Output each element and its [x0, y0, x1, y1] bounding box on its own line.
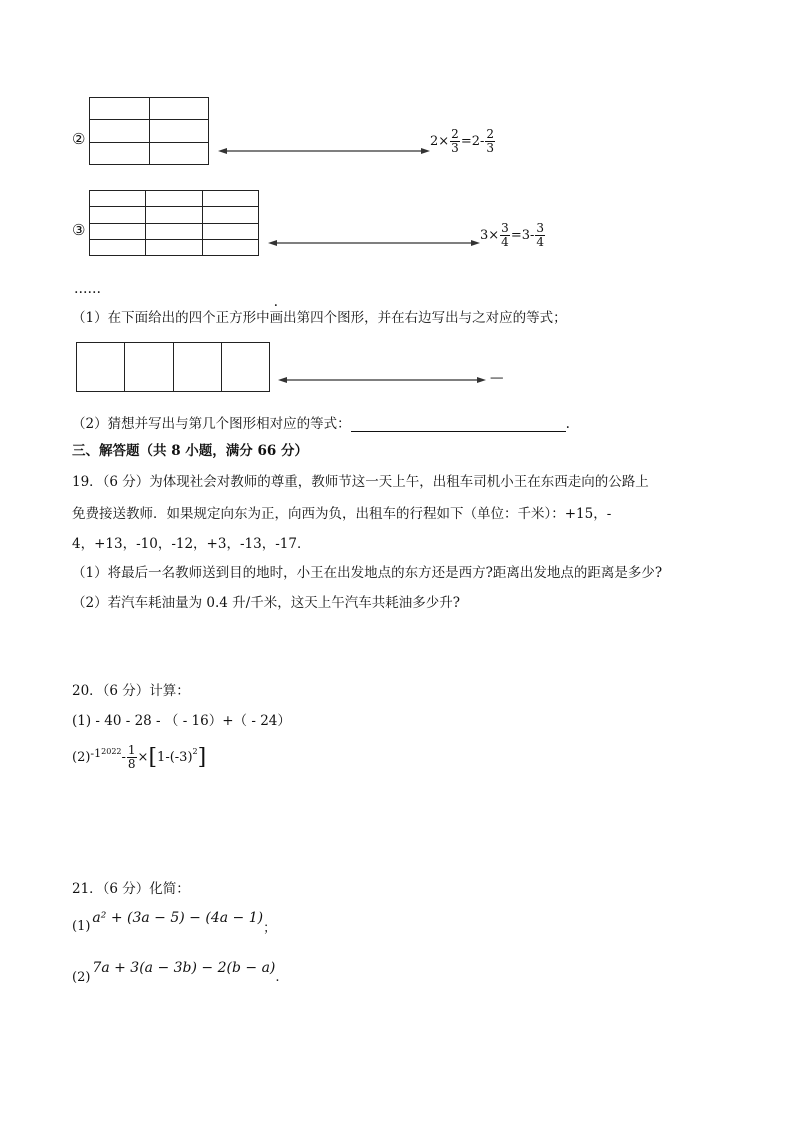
q21-sub2: (2) 7a + 3(a − 3b) − 2(b − a) .: [72, 960, 280, 985]
figure-2-arrow: [218, 146, 430, 156]
figure-2-label: ②: [72, 130, 86, 148]
q19-line3: 4，+13，-10，-12，+3，-13，-17．: [72, 536, 311, 552]
q19-sub2: （2）若汽车耗油量为 0.4 升/千米，这天上午汽车共耗油多少升?: [72, 595, 460, 611]
q21-sub1: (1) a² + (3a − 5) − (4a − 1) ；: [72, 909, 277, 936]
figure-4-arrow: [278, 375, 486, 385]
q21-title: 21．（6 分）化简：: [72, 881, 190, 897]
figure-3-equation: 3× $\frac{3}{4}$ =3- $\frac{3}{4}$: [480, 221, 545, 250]
figure-4-squares: [76, 342, 270, 392]
figure-3-label: ③: [72, 221, 86, 239]
q20-sub2: (2) -1 $^{2022}$ - $\frac{1}{8}$ × [ 1-(-3) $^2$ ]: [72, 743, 207, 772]
answer-blank[interactable]: [351, 419, 566, 432]
emphasis-draw: 画出: [269, 310, 297, 326]
figure-4-answer-dash: —: [490, 370, 504, 386]
q18-part1: （1）在下面给出的四个正方形中画出第四个图形，并在右边写出与之对应的等式；: [72, 310, 567, 326]
q18-part2: （2）猜想并写出与第几个图形相对应的等式： .: [72, 416, 570, 432]
figure-3-grid: [89, 190, 259, 256]
q20-sub1: (1) - 40 - 28 - （ - 16）+（ - 24）: [72, 713, 291, 729]
ellipsis: ……: [74, 281, 101, 297]
section-3-title: 三、解答题（共 8 小题，满分 66 分）: [72, 443, 308, 459]
q19-sub1: （1）将最后一名教师送到目的地时，小王在出发地点的东方还是西方?距离出发地点的距离是多少?: [72, 565, 663, 581]
figure-2-equation: 2× $\frac{2}{3}$ =2- $\frac{2}{3}$: [430, 127, 495, 156]
figure-3-arrow: [268, 238, 480, 248]
q19-line2: 免费接送教师．如果规定向东为正，向西为负，出租车的行程如下（单位：千米）：+15，-: [72, 506, 612, 522]
q19-line1: 19．（6 分）为体现社会对教师的尊重，教师节这一天上午，出租车司机小王在东西走向的公路上: [72, 474, 649, 490]
q20-title: 20．（6 分）计算：: [72, 683, 190, 699]
figure-2-grid: [89, 97, 209, 165]
